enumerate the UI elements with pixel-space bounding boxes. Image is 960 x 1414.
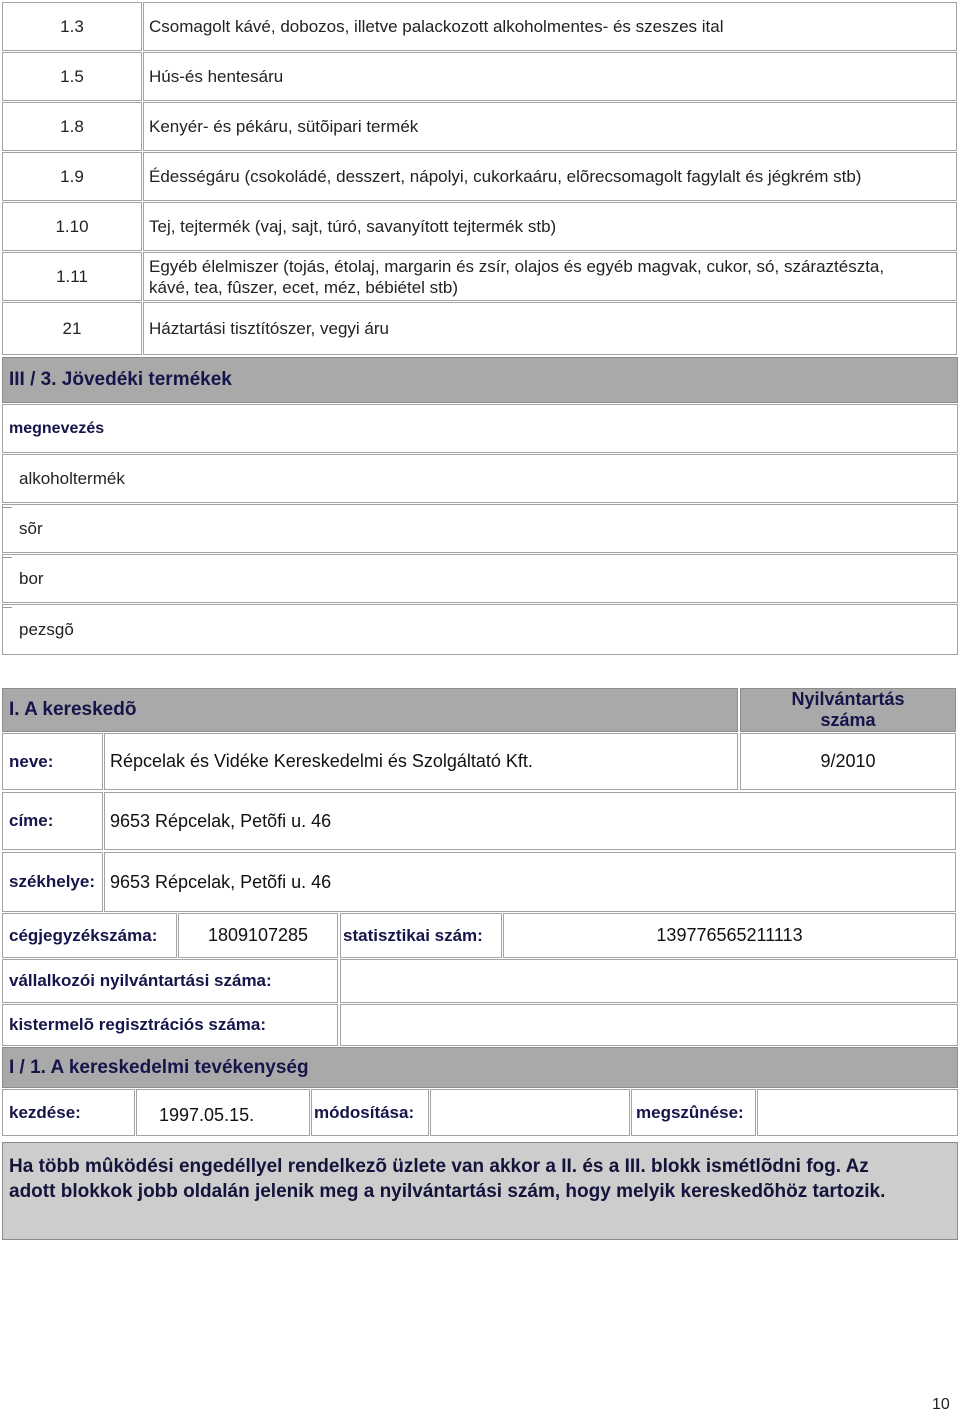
category-name: Egyéb élelmiszer (tojás, étolaj, margarin és zsír, olajos és egyéb magvak, cukor, só, száraztészta, kávé, tea, fûszer, ecet, méz, bébiétel stb) — [149, 256, 885, 297]
row-tick — [2, 557, 12, 558]
excise-item — [2, 504, 958, 553]
trader-section-header — [2, 688, 738, 732]
category-name: Tej, tejtermék (vaj, sajt, túró, savanyított tejtermék stb) — [149, 217, 557, 236]
category-code: 21 — [2, 302, 142, 355]
category-name: Hús-és hentesáru — [149, 67, 284, 86]
category-code: 1.5 — [2, 52, 142, 101]
excise-item-label: alkoholtermék — [19, 468, 125, 488]
seat-label-cell — [2, 852, 103, 912]
end-date-label: megszûnése: — [636, 1102, 744, 1122]
entrepreneur-reg-label-cell — [2, 959, 338, 1003]
start-date-value-cell — [136, 1089, 310, 1136]
modified-date-label-cell — [311, 1089, 429, 1136]
registry-number-header — [740, 688, 956, 732]
excise-item — [2, 554, 958, 603]
registry-number-header-text: Nyilvántartás száma — [791, 689, 905, 730]
excise-section-title: III / 3. Jövedéki termékek — [9, 369, 232, 390]
excise-item — [2, 604, 958, 655]
category-code: 1.11 — [2, 252, 142, 301]
name-label-cell — [2, 733, 103, 790]
company-reg-value: 1809107285 — [207, 925, 309, 945]
entrepreneur-reg-value — [340, 959, 958, 1003]
company-reg-label-cell — [2, 913, 177, 958]
address-label: címe: — [9, 811, 54, 830]
start-date-value: 1997.05.15. — [159, 1105, 255, 1125]
category-name-cell — [143, 302, 957, 355]
name-label: neve: — [9, 751, 54, 771]
category-code: 1.8 — [2, 102, 142, 151]
category-name-cell — [143, 252, 957, 301]
notice-text: Ha több mûködési engedéllyel rendelkezõ üzlete van akkor a II. és a III. blokk ismétlõdni fog. Az adott blokkok jobb oldalán jelenik meg a nyilvántartási szám, hogy melyik kereskedõhöz tartozik. — [9, 1156, 886, 1202]
seat-value-cell — [104, 852, 956, 912]
category-name-cell — [143, 202, 957, 251]
registry-number-cell — [740, 733, 956, 790]
category-name: Kenyér- és pékáru, sütõipari termék — [149, 117, 419, 136]
company-reg-label: cégjegyzékszáma: — [9, 925, 158, 945]
trader-section-title: I. A kereskedõ — [9, 699, 137, 720]
row-tick — [2, 507, 12, 508]
category-name-cell — [143, 152, 957, 201]
address-label-cell — [2, 792, 103, 850]
start-date-label: kezdése: — [9, 1102, 81, 1122]
stat-number-value: 139776565211113 — [656, 925, 803, 945]
stat-number-label: statisztikai szám: — [343, 925, 483, 945]
category-name-cell — [143, 2, 957, 51]
trader-name-cell — [104, 733, 738, 790]
activity-section-title: I / 1. A kereskedelmi tevékenység — [9, 1056, 309, 1078]
smallholder-reg-label-cell — [2, 1004, 338, 1046]
smallholder-reg-label: kistermelõ regisztrációs száma: — [9, 1015, 267, 1034]
category-code: 1.10 — [2, 202, 142, 251]
excise-item-label: bor — [19, 568, 44, 588]
company-reg-value-cell — [178, 913, 338, 958]
end-date-label-cell — [631, 1089, 756, 1136]
category-name: Háztartási tisztítószer, vegyi áru — [149, 319, 389, 338]
excise-section-header — [2, 357, 958, 403]
page-number: 10 — [932, 1396, 950, 1413]
seat-value: 9653 Répcelak, Petõfi u. 46 — [110, 871, 332, 892]
excise-item-label: pezsgõ — [19, 619, 74, 639]
modified-date-value — [430, 1089, 630, 1136]
modified-date-label: módosítása: — [314, 1102, 415, 1122]
seat-label: székhelye: — [9, 872, 95, 891]
category-name-cell — [143, 52, 957, 101]
smallholder-reg-value — [340, 1004, 958, 1046]
category-name-cell — [143, 102, 957, 151]
registry-number: 9/2010 — [820, 751, 876, 771]
category-name: Édességáru (csokoládé, desszert, nápolyi, cukorkaáru, elõrecsomagolt fagylalt és jégkrém stb) — [149, 167, 862, 186]
stat-number-value-cell — [503, 913, 956, 958]
entrepreneur-reg-label: vállalkozói nyilvántartási száma: — [9, 971, 272, 990]
excise-item — [2, 454, 958, 503]
end-date-value — [757, 1089, 958, 1136]
excise-item-label: sõr — [19, 518, 43, 538]
activity-section-header — [2, 1047, 958, 1088]
category-code: 1.3 — [2, 2, 142, 51]
excise-column-header-cell — [2, 404, 958, 453]
start-date-label-cell — [2, 1089, 135, 1136]
address-value: 9653 Répcelak, Petõfi u. 46 — [110, 810, 332, 831]
stat-number-label-cell — [340, 913, 502, 958]
category-name: Csomagolt kávé, dobozos, illetve palackozott alkoholmentes- és szeszes ital — [149, 17, 724, 36]
trader-name: Répcelak és Vidéke Kereskedelmi és Szolgáltató Kft. — [110, 751, 533, 771]
notice-box — [2, 1142, 958, 1240]
address-value-cell — [104, 792, 956, 850]
row-tick — [2, 607, 12, 608]
category-code: 1.9 — [2, 152, 142, 201]
excise-column-header: megnevezés — [9, 419, 105, 437]
